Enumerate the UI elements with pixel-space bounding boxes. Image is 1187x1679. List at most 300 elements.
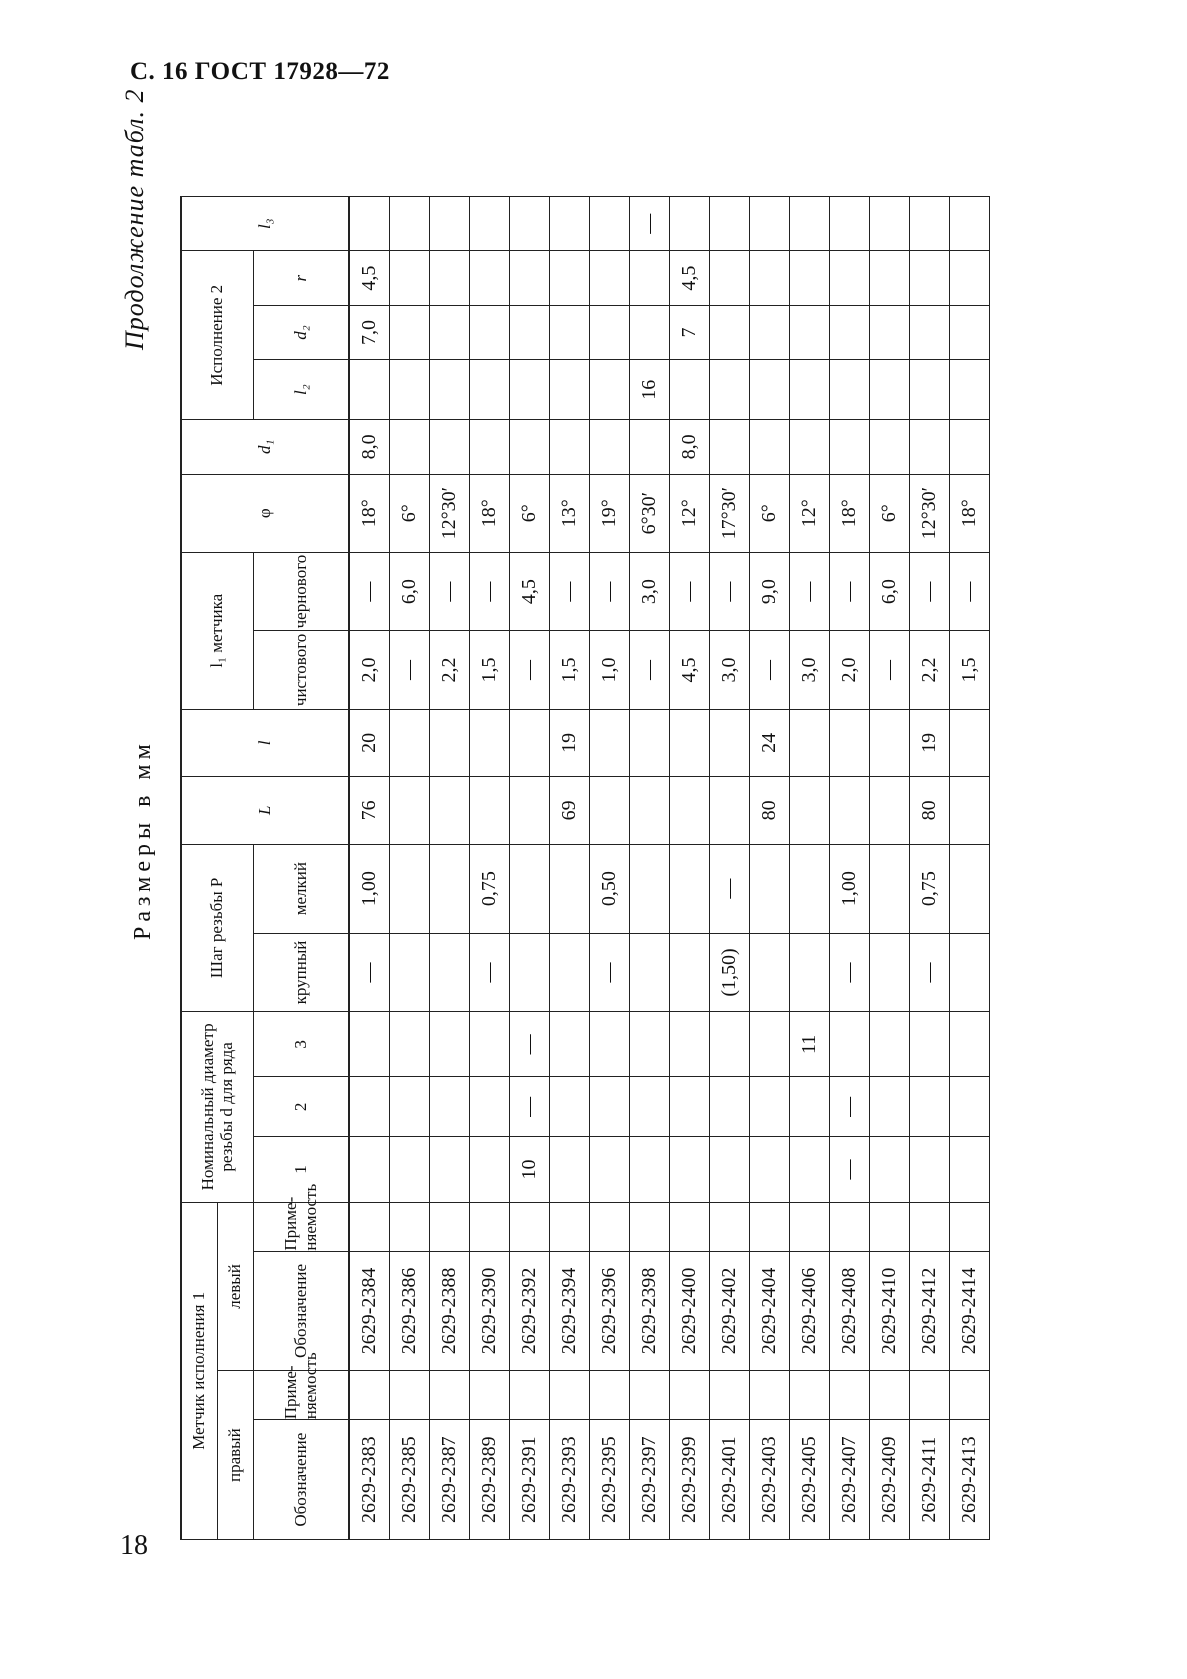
cell-isp2-d2 bbox=[510, 305, 550, 359]
header-l2: l₂ bbox=[253, 360, 349, 420]
cell-isp2-r bbox=[430, 251, 470, 305]
table-row bbox=[710, 130, 750, 1540]
cell-isp2-d2 bbox=[870, 305, 910, 359]
cell-diameter-row-3 bbox=[830, 1012, 870, 1077]
header-fine: мелкий bbox=[253, 844, 349, 933]
cell-diameter-row-2 bbox=[630, 1077, 670, 1137]
cell-diameter-row-1: 10 bbox=[510, 1137, 550, 1202]
cell-angle-phi: 6°30′ bbox=[630, 474, 670, 552]
cell-isp2-d2: 7 bbox=[670, 305, 710, 359]
row-spacer bbox=[630, 130, 670, 197]
cell-right-applicability bbox=[750, 1371, 790, 1420]
header-metchik: Метчик исполнения 1 bbox=[181, 1202, 217, 1539]
cell-diameter-d1 bbox=[510, 420, 550, 474]
cell-length-l3 bbox=[670, 197, 710, 251]
cell-length-l bbox=[790, 709, 830, 776]
cell-length-L bbox=[470, 777, 510, 844]
cell-length-l3 bbox=[750, 197, 790, 251]
cell-diameter-row-2 bbox=[390, 1077, 430, 1137]
row-spacer bbox=[910, 130, 950, 197]
cell-right-applicability bbox=[390, 1371, 430, 1420]
cell-length-l: 20 bbox=[349, 709, 390, 776]
cell-diameter-d1 bbox=[430, 420, 470, 474]
row-spacer bbox=[830, 130, 870, 197]
cell-right-designation: 2629-2413 bbox=[950, 1420, 990, 1540]
cell-angle-phi: 19° bbox=[590, 474, 630, 552]
cell-isp2-r bbox=[870, 251, 910, 305]
cell-length-L bbox=[710, 777, 750, 844]
cell-isp2-r bbox=[910, 251, 950, 305]
cell-diameter-d1 bbox=[950, 420, 990, 474]
cell-left-applicability bbox=[630, 1202, 670, 1251]
cell-angle-phi: 12° bbox=[670, 474, 710, 552]
cell-diameter-d1: 8,0 bbox=[670, 420, 710, 474]
cell-length-L bbox=[430, 777, 470, 844]
cell-length-L bbox=[670, 777, 710, 844]
table-row bbox=[950, 130, 990, 1540]
page-number: 18 bbox=[120, 1530, 148, 1561]
cell-left-designation: 2629-2390 bbox=[470, 1251, 510, 1371]
header-l: l bbox=[181, 709, 349, 776]
cell-pitch-coarse bbox=[950, 933, 990, 1011]
cell-angle-phi: 12° bbox=[790, 474, 830, 552]
cell-length-l3 bbox=[710, 197, 750, 251]
cell-diameter-row-3: 11 bbox=[790, 1012, 830, 1077]
row-spacer bbox=[590, 130, 630, 197]
header-levyi: левый bbox=[217, 1202, 253, 1371]
cell-pitch-coarse: — bbox=[470, 933, 510, 1011]
cell-pitch-coarse bbox=[670, 933, 710, 1011]
cell-left-designation: 2629-2398 bbox=[630, 1251, 670, 1371]
cell-diameter-d1: 8,0 bbox=[349, 420, 390, 474]
header-thread-pitch: Шаг резьбы P bbox=[181, 844, 253, 1012]
cell-l1-finishing: — bbox=[510, 631, 550, 709]
row-spacer bbox=[710, 130, 750, 197]
cell-length-L: 69 bbox=[550, 777, 590, 844]
cell-angle-phi: 6° bbox=[510, 474, 550, 552]
cell-diameter-row-1 bbox=[470, 1137, 510, 1202]
cell-right-applicability bbox=[830, 1371, 870, 1420]
cell-diameter-row-3 bbox=[710, 1012, 750, 1077]
cell-isp2-r: 4,5 bbox=[349, 251, 390, 305]
cell-right-designation: 2629-2385 bbox=[390, 1420, 430, 1540]
cell-left-designation: 2629-2392 bbox=[510, 1251, 550, 1371]
cell-isp2-r bbox=[750, 251, 790, 305]
cell-right-applicability bbox=[710, 1371, 750, 1420]
cell-left-applicability bbox=[670, 1202, 710, 1251]
cell-left-applicability bbox=[950, 1202, 990, 1251]
cell-left-designation: 2629-2410 bbox=[870, 1251, 910, 1371]
cell-length-l3 bbox=[950, 197, 990, 251]
cell-right-applicability bbox=[950, 1371, 990, 1420]
cell-diameter-row-2 bbox=[430, 1077, 470, 1137]
table-row bbox=[790, 130, 830, 1540]
cell-diameter-row-2 bbox=[910, 1077, 950, 1137]
row-spacer bbox=[790, 130, 830, 197]
cell-l1-roughing: — bbox=[830, 552, 870, 630]
cell-isp2-l2 bbox=[830, 360, 870, 420]
cell-left-applicability bbox=[910, 1202, 950, 1251]
header-ispolnenie-2: Исполнение 2 bbox=[181, 251, 253, 420]
header-d2: d₂ bbox=[253, 305, 349, 359]
cell-diameter-row-3 bbox=[390, 1012, 430, 1077]
cell-diameter-row-1 bbox=[349, 1137, 390, 1202]
cell-diameter-row-1 bbox=[710, 1137, 750, 1202]
cell-length-l bbox=[830, 709, 870, 776]
cell-left-applicability bbox=[870, 1202, 910, 1251]
cell-pitch-coarse: (1,50) bbox=[710, 933, 750, 1011]
table-row bbox=[590, 130, 630, 1540]
row-spacer bbox=[470, 130, 510, 197]
header-row-2: 2 bbox=[253, 1077, 349, 1137]
cell-length-L bbox=[630, 777, 670, 844]
table-row bbox=[630, 130, 670, 1540]
cell-right-designation: 2629-2403 bbox=[750, 1420, 790, 1540]
cell-pitch-fine bbox=[550, 844, 590, 933]
cell-pitch-fine bbox=[630, 844, 670, 933]
cell-isp2-d2 bbox=[790, 305, 830, 359]
header-left-applicability: Применяемость bbox=[253, 1202, 349, 1251]
cell-diameter-row-2 bbox=[590, 1077, 630, 1137]
cell-diameter-d1 bbox=[590, 420, 630, 474]
cell-left-applicability bbox=[790, 1202, 830, 1251]
cell-right-applicability bbox=[670, 1371, 710, 1420]
row-spacer bbox=[349, 130, 390, 197]
cell-diameter-row-1 bbox=[630, 1137, 670, 1202]
cell-right-applicability bbox=[630, 1371, 670, 1420]
cell-isp2-r bbox=[950, 251, 990, 305]
page-header: С. 16 ГОСТ 17928—72 bbox=[130, 58, 390, 85]
cell-pitch-coarse: — bbox=[910, 933, 950, 1011]
cell-right-designation: 2629-2409 bbox=[870, 1420, 910, 1540]
cell-pitch-fine bbox=[870, 844, 910, 933]
cell-right-applicability bbox=[550, 1371, 590, 1420]
cell-isp2-r bbox=[710, 251, 750, 305]
cell-length-l3 bbox=[349, 197, 390, 251]
cell-isp2-l2 bbox=[710, 360, 750, 420]
table-row bbox=[510, 130, 550, 1540]
table-row bbox=[470, 130, 510, 1540]
row-spacer bbox=[750, 130, 790, 197]
cell-left-designation: 2629-2384 bbox=[349, 1251, 390, 1371]
cell-isp2-r bbox=[830, 251, 870, 305]
cell-right-applicability bbox=[590, 1371, 630, 1420]
cell-isp2-d2 bbox=[710, 305, 750, 359]
cell-pitch-fine: 0,75 bbox=[910, 844, 950, 933]
cell-pitch-fine bbox=[750, 844, 790, 933]
cell-left-applicability bbox=[430, 1202, 470, 1251]
cell-pitch-fine bbox=[510, 844, 550, 933]
cell-isp2-l2 bbox=[349, 360, 390, 420]
cell-diameter-row-3: — bbox=[510, 1012, 550, 1077]
cell-length-L: 76 bbox=[349, 777, 390, 844]
cell-l1-finishing: 2,0 bbox=[349, 631, 390, 709]
cell-right-designation: 2629-2401 bbox=[710, 1420, 750, 1540]
cell-l1-roughing: 6,0 bbox=[870, 552, 910, 630]
cell-right-designation: 2629-2405 bbox=[790, 1420, 830, 1540]
cell-length-l3 bbox=[870, 197, 910, 251]
cell-diameter-row-2 bbox=[790, 1077, 830, 1137]
cell-length-L bbox=[870, 777, 910, 844]
cell-right-designation: 2629-2407 bbox=[830, 1420, 870, 1540]
cell-length-l3 bbox=[590, 197, 630, 251]
cell-diameter-row-1 bbox=[790, 1137, 830, 1202]
cell-pitch-fine: 0,75 bbox=[470, 844, 510, 933]
header-right-applicability: Применяемость bbox=[253, 1371, 349, 1420]
row-spacer bbox=[870, 130, 910, 197]
cell-l1-roughing: 9,0 bbox=[750, 552, 790, 630]
header-nominal-diameter: Номинальный диаметр резьбы d для ряда bbox=[181, 1012, 253, 1202]
cell-isp2-d2 bbox=[550, 305, 590, 359]
cell-l1-finishing: 4,5 bbox=[670, 631, 710, 709]
cell-left-designation: 2629-2402 bbox=[710, 1251, 750, 1371]
header-phi: φ bbox=[181, 474, 349, 552]
cell-angle-phi: 6° bbox=[750, 474, 790, 552]
cell-angle-phi: 18° bbox=[470, 474, 510, 552]
cell-left-designation: 2629-2404 bbox=[750, 1251, 790, 1371]
cell-l1-roughing: — bbox=[550, 552, 590, 630]
header-spacer bbox=[181, 130, 349, 197]
cell-left-designation: 2629-2412 bbox=[910, 1251, 950, 1371]
cell-diameter-d1 bbox=[870, 420, 910, 474]
cell-length-l bbox=[710, 709, 750, 776]
cell-isp2-r bbox=[630, 251, 670, 305]
cell-length-l3 bbox=[830, 197, 870, 251]
cell-angle-phi: 6° bbox=[390, 474, 430, 552]
cell-pitch-coarse bbox=[510, 933, 550, 1011]
cell-length-l bbox=[950, 709, 990, 776]
cell-left-designation: 2629-2394 bbox=[550, 1251, 590, 1371]
cell-l1-roughing: — bbox=[349, 552, 390, 630]
units-caption: Размеры в мм bbox=[130, 739, 156, 940]
cell-right-applicability bbox=[910, 1371, 950, 1420]
header-l1: l₁ метчика bbox=[181, 552, 253, 709]
cell-diameter-d1 bbox=[790, 420, 830, 474]
cell-diameter-row-3 bbox=[750, 1012, 790, 1077]
cell-right-applicability bbox=[430, 1371, 470, 1420]
cell-angle-phi: 6° bbox=[870, 474, 910, 552]
cell-pitch-coarse: — bbox=[590, 933, 630, 1011]
cell-angle-phi: 13° bbox=[550, 474, 590, 552]
cell-right-designation: 2629-2395 bbox=[590, 1420, 630, 1540]
cell-right-applicability bbox=[870, 1371, 910, 1420]
cell-length-l3 bbox=[550, 197, 590, 251]
cell-angle-phi: 18° bbox=[830, 474, 870, 552]
cell-length-L bbox=[830, 777, 870, 844]
cell-diameter-row-3 bbox=[470, 1012, 510, 1077]
cell-length-l bbox=[430, 709, 470, 776]
cell-pitch-coarse bbox=[630, 933, 670, 1011]
cell-pitch-fine bbox=[950, 844, 990, 933]
cell-right-designation: 2629-2399 bbox=[670, 1420, 710, 1540]
cell-isp2-l2 bbox=[550, 360, 590, 420]
cell-length-l3 bbox=[430, 197, 470, 251]
cell-l1-finishing: 2,2 bbox=[910, 631, 950, 709]
cell-isp2-l2 bbox=[590, 360, 630, 420]
cell-right-applicability bbox=[510, 1371, 550, 1420]
cell-diameter-row-1 bbox=[590, 1137, 630, 1202]
cell-diameter-d1 bbox=[710, 420, 750, 474]
cell-right-applicability bbox=[349, 1371, 390, 1420]
cell-isp2-r bbox=[510, 251, 550, 305]
table-body bbox=[349, 130, 990, 1540]
cell-diameter-row-1 bbox=[390, 1137, 430, 1202]
header-right-designation: Обозначение bbox=[253, 1420, 349, 1540]
cell-l1-roughing: — bbox=[470, 552, 510, 630]
cell-pitch-coarse bbox=[550, 933, 590, 1011]
cell-left-designation: 2629-2396 bbox=[590, 1251, 630, 1371]
cell-l1-finishing: 1,5 bbox=[950, 631, 990, 709]
cell-diameter-row-2 bbox=[670, 1077, 710, 1137]
header-roughing: чернового bbox=[253, 552, 349, 630]
cell-isp2-l2 bbox=[870, 360, 910, 420]
cell-right-designation: 2629-2387 bbox=[430, 1420, 470, 1540]
cell-diameter-row-2: — bbox=[510, 1077, 550, 1137]
cell-diameter-row-3 bbox=[870, 1012, 910, 1077]
cell-l1-finishing: 2,2 bbox=[430, 631, 470, 709]
cell-isp2-d2 bbox=[430, 305, 470, 359]
header-row-3: 3 bbox=[253, 1012, 349, 1077]
cell-left-applicability bbox=[830, 1202, 870, 1251]
cell-diameter-d1 bbox=[550, 420, 590, 474]
cell-length-l: 24 bbox=[750, 709, 790, 776]
cell-diameter-row-3 bbox=[670, 1012, 710, 1077]
cell-pitch-fine: 1,00 bbox=[830, 844, 870, 933]
cell-length-L bbox=[390, 777, 430, 844]
cell-diameter-row-2 bbox=[870, 1077, 910, 1137]
cell-length-l: 19 bbox=[550, 709, 590, 776]
cell-diameter-row-2: — bbox=[830, 1077, 870, 1137]
cell-pitch-fine bbox=[390, 844, 430, 933]
cell-diameter-d1 bbox=[470, 420, 510, 474]
cell-diameter-d1 bbox=[630, 420, 670, 474]
cell-isp2-l2 bbox=[430, 360, 470, 420]
cell-isp2-l2 bbox=[950, 360, 990, 420]
cell-isp2-d2 bbox=[470, 305, 510, 359]
cell-l1-finishing: 1,5 bbox=[550, 631, 590, 709]
table-row bbox=[430, 130, 470, 1540]
cell-angle-phi: 18° bbox=[349, 474, 390, 552]
cell-diameter-row-3 bbox=[349, 1012, 390, 1077]
cell-left-applicability bbox=[470, 1202, 510, 1251]
row-spacer bbox=[430, 130, 470, 197]
cell-l1-roughing: — bbox=[950, 552, 990, 630]
row-spacer bbox=[670, 130, 710, 197]
cell-pitch-fine: 1,00 bbox=[349, 844, 390, 933]
cell-diameter-row-3 bbox=[910, 1012, 950, 1077]
header-pravyi: правый bbox=[217, 1371, 253, 1540]
cell-diameter-row-2 bbox=[750, 1077, 790, 1137]
cell-isp2-l2 bbox=[910, 360, 950, 420]
table-row bbox=[870, 130, 910, 1540]
cell-diameter-row-1 bbox=[910, 1137, 950, 1202]
cell-isp2-d2: 7,0 bbox=[349, 305, 390, 359]
cell-left-applicability bbox=[710, 1202, 750, 1251]
cell-l1-roughing: 4,5 bbox=[510, 552, 550, 630]
cell-length-L: 80 bbox=[750, 777, 790, 844]
cell-l1-roughing: — bbox=[430, 552, 470, 630]
cell-isp2-l2 bbox=[510, 360, 550, 420]
cell-length-l3: — bbox=[630, 197, 670, 251]
cell-length-l bbox=[670, 709, 710, 776]
cell-pitch-fine: — bbox=[710, 844, 750, 933]
cell-right-designation: 2629-2411 bbox=[910, 1420, 950, 1540]
cell-l1-roughing: 6,0 bbox=[390, 552, 430, 630]
cell-left-designation: 2629-2386 bbox=[390, 1251, 430, 1371]
cell-l1-finishing: 1,5 bbox=[470, 631, 510, 709]
cell-angle-phi: 17°30′ bbox=[710, 474, 750, 552]
cell-diameter-row-1 bbox=[550, 1137, 590, 1202]
cell-length-l bbox=[630, 709, 670, 776]
cell-length-l bbox=[470, 709, 510, 776]
cell-length-l3 bbox=[510, 197, 550, 251]
cell-l1-finishing: 1,0 bbox=[590, 631, 630, 709]
cell-right-applicability bbox=[790, 1371, 830, 1420]
cell-angle-phi: 12°30′ bbox=[910, 474, 950, 552]
cell-pitch-coarse: — bbox=[349, 933, 390, 1011]
cell-diameter-row-3 bbox=[630, 1012, 670, 1077]
header-finishing: чистового bbox=[253, 631, 349, 709]
cell-l1-finishing: — bbox=[630, 631, 670, 709]
cell-isp2-d2 bbox=[950, 305, 990, 359]
cell-isp2-r bbox=[550, 251, 590, 305]
header-left-designation: Обозначение bbox=[253, 1251, 349, 1371]
cell-diameter-row-3 bbox=[430, 1012, 470, 1077]
cell-diameter-row-1 bbox=[870, 1137, 910, 1202]
cell-isp2-r bbox=[590, 251, 630, 305]
cell-isp2-r bbox=[470, 251, 510, 305]
cell-length-l3 bbox=[470, 197, 510, 251]
header-r: r bbox=[253, 251, 349, 305]
cell-diameter-d1 bbox=[390, 420, 430, 474]
cell-pitch-coarse bbox=[390, 933, 430, 1011]
taps-dimension-table bbox=[180, 130, 990, 1540]
cell-isp2-r: 4,5 bbox=[670, 251, 710, 305]
table-row bbox=[670, 130, 710, 1540]
cell-isp2-r bbox=[390, 251, 430, 305]
cell-length-l3 bbox=[910, 197, 950, 251]
header-L: L bbox=[181, 777, 349, 844]
cell-l1-finishing: — bbox=[750, 631, 790, 709]
cell-angle-phi: 18° bbox=[950, 474, 990, 552]
cell-angle-phi: 12°30′ bbox=[430, 474, 470, 552]
row-spacer bbox=[550, 130, 590, 197]
cell-l1-finishing: 3,0 bbox=[710, 631, 750, 709]
cell-left-designation: 2629-2400 bbox=[670, 1251, 710, 1371]
cell-l1-roughing: 3,0 bbox=[630, 552, 670, 630]
cell-diameter-row-2 bbox=[349, 1077, 390, 1137]
table-row bbox=[910, 130, 950, 1540]
cell-left-designation: 2629-2414 bbox=[950, 1251, 990, 1371]
table-row bbox=[349, 130, 390, 1540]
cell-diameter-row-2 bbox=[950, 1077, 990, 1137]
cell-l1-roughing: — bbox=[670, 552, 710, 630]
cell-length-l3 bbox=[790, 197, 830, 251]
header-coarse: крупный bbox=[253, 933, 349, 1011]
cell-length-L bbox=[590, 777, 630, 844]
cell-pitch-coarse bbox=[870, 933, 910, 1011]
cell-left-applicability bbox=[390, 1202, 430, 1251]
row-spacer bbox=[510, 130, 550, 197]
cell-pitch-coarse bbox=[750, 933, 790, 1011]
cell-diameter-d1 bbox=[830, 420, 870, 474]
cell-isp2-d2 bbox=[590, 305, 630, 359]
cell-pitch-fine bbox=[790, 844, 830, 933]
cell-isp2-d2 bbox=[390, 305, 430, 359]
cell-left-designation: 2629-2406 bbox=[790, 1251, 830, 1371]
cell-diameter-row-3 bbox=[590, 1012, 630, 1077]
header-l3: l₃ bbox=[181, 197, 349, 251]
